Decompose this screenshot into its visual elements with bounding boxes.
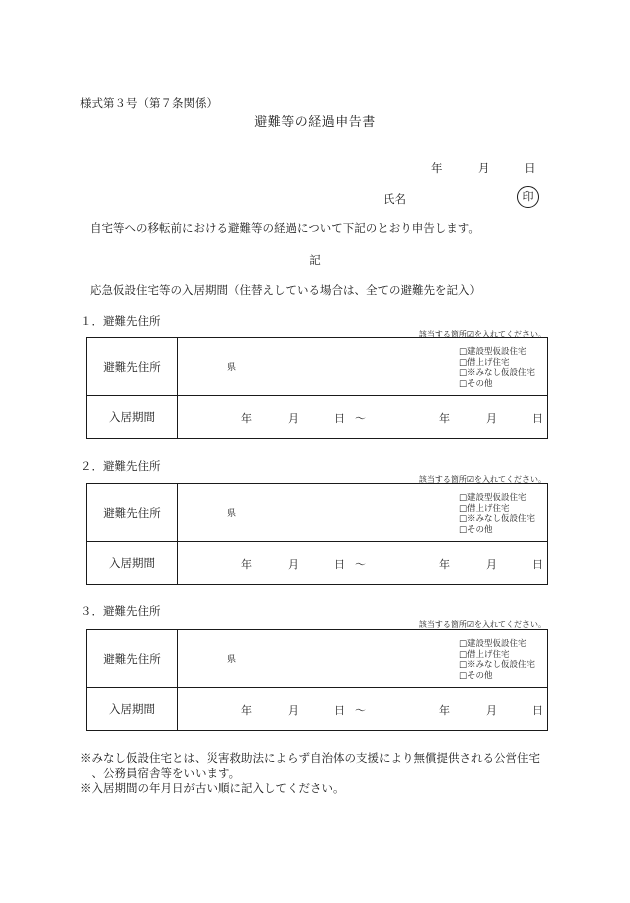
to-day-label: 日 (532, 558, 543, 571)
from-month-label: 月 (288, 412, 299, 425)
housing-type-options (459, 639, 535, 681)
address-cell[interactable] (178, 630, 547, 687)
date-month-label: 月 (478, 161, 490, 175)
tilde-separator: ～ (355, 412, 366, 425)
to-year-label: 年 (439, 558, 450, 571)
period-label: 入居期間 (87, 396, 178, 438)
to-day-label: 日 (532, 704, 543, 717)
section-3-title: ３．避難先住所 (80, 604, 161, 618)
footnote-2: ※入居期間の年月日が古い順に記入してください。 (80, 781, 345, 795)
section-1-note: 該当する箇所☑を入れてください。 (418, 330, 546, 339)
ki-heading: 記 (309, 253, 321, 267)
option-other[interactable]: □その他 (459, 524, 493, 535)
section-2-note: 該当する箇所☑を入れてください。 (418, 475, 546, 484)
from-year-label: 年 (241, 412, 252, 425)
section-1-title: １．避難先住所 (80, 314, 161, 328)
to-year-label: 年 (439, 704, 450, 717)
option-deemed-temporary[interactable]: □※みなし仮設住宅 (459, 514, 536, 525)
date-day-label: 日 (524, 161, 536, 175)
section-2-title: ２．避難先住所 (80, 459, 161, 473)
option-construction-type[interactable]: □建設型仮設住宅 (459, 493, 527, 503)
from-year-label: 年 (241, 558, 252, 571)
option-leased-housing[interactable]: □借上げ住宅 (459, 649, 510, 660)
option-leased-housing[interactable]: □借上げ住宅 (459, 357, 510, 368)
period-label: 入居期間 (87, 688, 178, 730)
from-day-label: 日 (334, 704, 345, 717)
to-month-label: 月 (486, 704, 497, 717)
document-title: 避難等の経過申告書 (254, 115, 376, 130)
footnote-1: ※みなし仮設住宅とは、災害救助法によらず自治体の支援により無償提供される公営住宅 (80, 751, 540, 765)
option-deemed-temporary[interactable]: □※みなし仮設住宅 (459, 660, 536, 671)
address-cell[interactable] (178, 338, 547, 395)
tilde-separator: ～ (355, 558, 366, 571)
prefecture-label: 県 (227, 363, 237, 373)
to-year-label: 年 (439, 412, 450, 425)
option-construction-type[interactable]: □建設型仮設住宅 (459, 639, 527, 649)
period-cell[interactable] (178, 688, 547, 730)
from-day-label: 日 (334, 412, 345, 425)
period-heading: 応急仮設住宅等の入居期間（住替えしている場合は、全ての避難先を記入） (90, 283, 481, 297)
address-label: 避難先住所 (87, 338, 178, 395)
to-day-label: 日 (532, 412, 543, 425)
address-label: 避難先住所 (87, 484, 178, 541)
name-label: 氏名 (383, 192, 406, 206)
from-year-label: 年 (241, 704, 252, 717)
prefecture-label: 県 (227, 655, 237, 665)
period-label: 入居期間 (87, 542, 178, 584)
option-other[interactable]: □その他 (459, 378, 493, 389)
housing-type-options (459, 493, 535, 535)
option-leased-housing[interactable]: □借上げ住宅 (459, 503, 510, 514)
seal-mark: 印 (517, 186, 539, 208)
to-month-label: 月 (486, 558, 497, 571)
period-cell[interactable] (178, 396, 547, 438)
intro-text: 自宅等への移転前における避難等の経過について下記のとおり申告します。 (90, 221, 480, 235)
option-deemed-temporary[interactable]: □※みなし仮設住宅 (459, 368, 536, 379)
from-month-label: 月 (288, 704, 299, 717)
to-month-label: 月 (486, 412, 497, 425)
footnote-1-continued: 、公務員宿舎等をいいます。 (80, 766, 241, 780)
housing-type-options (459, 347, 535, 389)
option-other[interactable]: □その他 (459, 670, 493, 681)
address-cell[interactable] (178, 484, 547, 541)
option-construction-type[interactable]: □建設型仮設住宅 (459, 347, 527, 357)
tilde-separator: ～ (355, 704, 366, 717)
prefecture-label: 県 (227, 509, 237, 519)
from-day-label: 日 (334, 558, 345, 571)
address-label: 避難先住所 (87, 630, 178, 687)
section-1-table (86, 337, 548, 439)
section-3-table (86, 629, 548, 731)
period-cell[interactable] (178, 542, 547, 584)
date-year-label: 年 (431, 161, 443, 175)
section-2-table (86, 483, 548, 585)
form-number: 様式第３号（第７条関係） (80, 96, 218, 110)
from-month-label: 月 (288, 558, 299, 571)
section-3-note: 該当する箇所☑を入れてください。 (418, 620, 546, 629)
